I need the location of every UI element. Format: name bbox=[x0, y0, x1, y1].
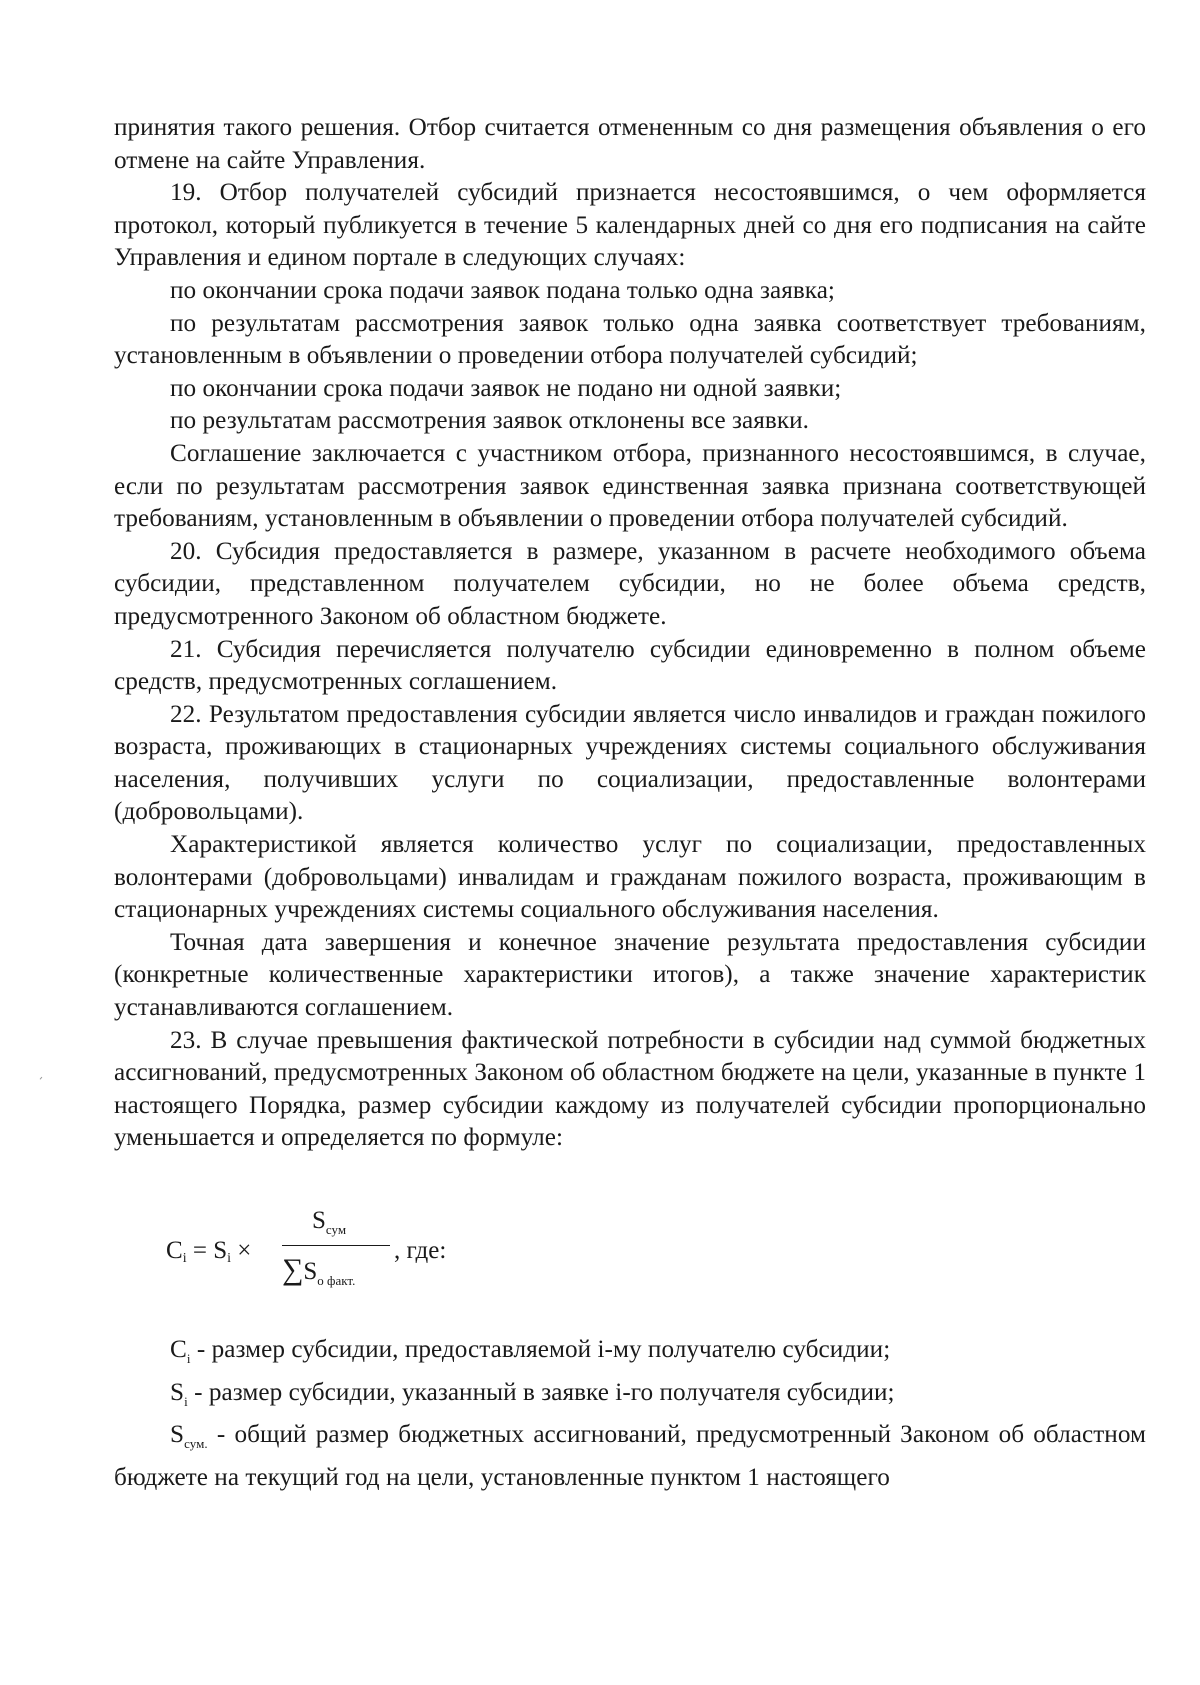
page-body bbox=[114, 112, 1146, 1494]
paragraph: принятия такого решения. Отбор считается отмененным со дня размещения объявления о его отмене на сайте Управления. bbox=[114, 114, 1146, 174]
definitions bbox=[114, 1333, 1146, 1494]
definition-item bbox=[114, 1418, 1146, 1494]
paragraph: по результатам рассмотрения заявок отклонены все заявки. bbox=[170, 407, 810, 435]
formula-fraction bbox=[282, 1207, 392, 1299]
definition-item bbox=[114, 1376, 1146, 1419]
paragraph: по результатам рассмотрения заявок только одна заявка соответствует требованиям, установленным в объявлении о проведении отбора получателей субсидий; bbox=[114, 309, 1146, 370]
fraction-bar bbox=[282, 1245, 390, 1246]
paragraph: 20. Субсидия предоставляется в размере, указанном в расчете необходимого объема субсидии, представленном получателем субсидии, но не более объема средств, предусмотренного Законом об областном бюджете. bbox=[114, 537, 1146, 630]
paragraph: Точная дата завершения и конечное значение результата предоставления субсидии (конкретные количественные характеристики итогов), а также значение характеристик устанавливаются соглашением. bbox=[114, 928, 1146, 1022]
definition-symbol: C bbox=[170, 1336, 187, 1363]
definition-symbol: S bbox=[170, 1421, 185, 1448]
paragraph: 19. Отбор получателей субсидий признается несостоявшимся, о чем оформляется протокол, который публикуется в течение 5 календарных дней со дня его подписания на сайте Управления и едином портале в следующих случаях: bbox=[114, 179, 1146, 272]
definition-subscript: i bbox=[184, 1393, 188, 1409]
definition-text: - общий размер бюджетных ассигнований, предусмотренный Законом об областном бюджете на текущий год на цели, установленные пунктом 1 настоящего bbox=[114, 1421, 1146, 1491]
formula bbox=[114, 1207, 1146, 1299]
fraction-denominator: $\sum S_{о факт.}$ bbox=[282, 1253, 356, 1288]
text-block bbox=[114, 112, 1146, 1155]
paragraph: по окончании срока подачи заявок не подано ни одной заявки; bbox=[170, 374, 842, 402]
paragraph: 21. Субсидия перечисляется получателю субсидии единовременно в полном объеме средств, предусмотренных соглашением. bbox=[114, 635, 1146, 696]
paragraph: по окончании срока подачи заявок подана только одна заявка; bbox=[170, 276, 835, 304]
definition-item bbox=[114, 1333, 1146, 1376]
paragraph: 22. Результатом предоставления субсидии является число инвалидов и граждан пожилого возраста, проживающих в стационарных учреждениях системы социального обслуживания населения, получивших услуги по социализации, предоставленные волонтерами (добровольцами). bbox=[114, 700, 1146, 826]
definition-subscript: i bbox=[186, 1351, 191, 1366]
paragraph: 23. В случае превышения фактической потребности в субсидии над суммой бюджетных ассигнований, предусмотренных Законом об областном бюджете на цели, указанные в пункте 1 настоящего Порядка, размер субсидии каждому из получателей субсидии пропорционально уменьшается и определяется по формуле: bbox=[114, 1026, 1146, 1152]
formula-lhs: $C_i = S_i$ × bbox=[166, 1237, 252, 1266]
scan-mark bbox=[40, 1077, 46, 1083]
formula-tail: , где: bbox=[394, 1237, 447, 1264]
paragraph: Соглашение заключается с участником отбора, признанного несостоявшимся, в случае, если по результатам рассмотрения заявок единственная заявка признана соответствующей требованиям, установленным в объявлении о проведении отбора получателей субсидий. bbox=[114, 439, 1146, 533]
definition-text: - размер субсидии, предоставляемой i-му получателю субсидии; bbox=[190, 1336, 891, 1363]
definition-text: - размер субсидии, указанный в заявке i-го получателя субсидии; bbox=[187, 1378, 895, 1406]
paragraph: Характеристикой является количество услуг по социализации, предоставленных волонтерами (добровольцами) инвалидам и гражданам пожилого возраста, проживающим в стационарных учреждениях системы социального обслуживания населения. bbox=[114, 831, 1146, 924]
fraction-numerator: $S_{сум}$ bbox=[312, 1207, 347, 1237]
definition-subscript: сум. bbox=[184, 1436, 208, 1451]
definition-symbol: S bbox=[170, 1378, 185, 1406]
